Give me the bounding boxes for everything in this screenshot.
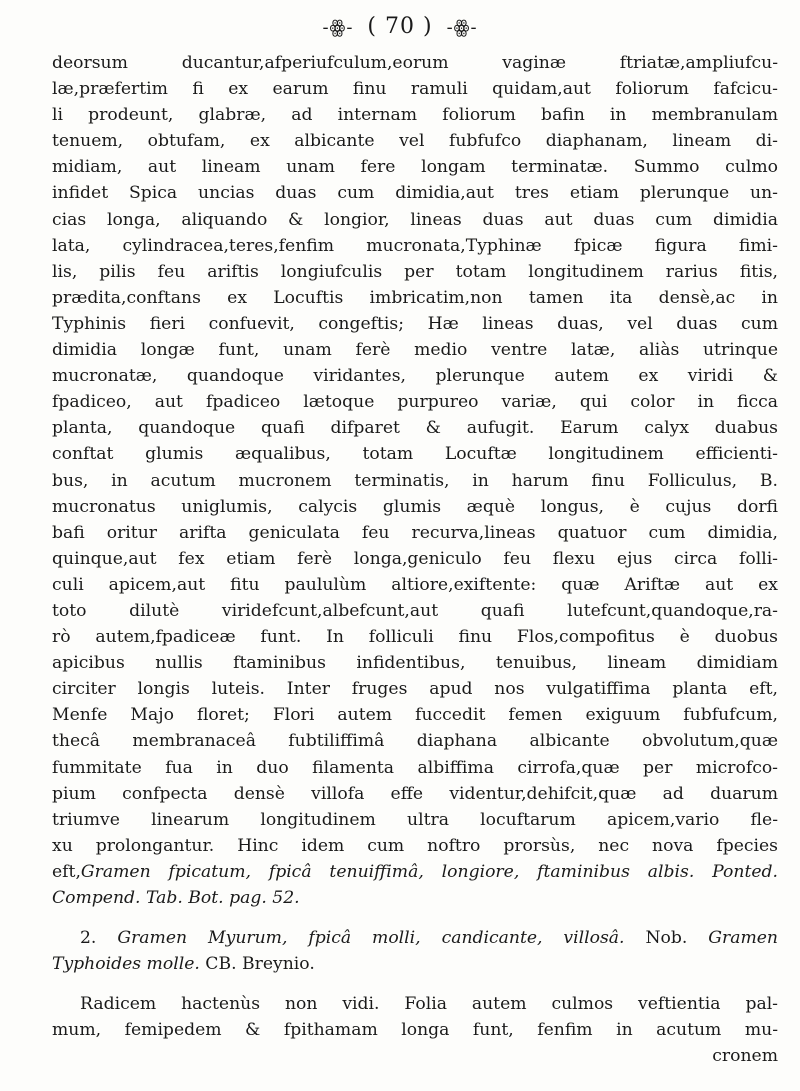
text-line: circiter longis luteis. Inter fruges apud nos vulgatiffima planta eft, — [52, 679, 778, 700]
text-line: quinque,aut fex etiam ferè longa,geniculo feu flexu ejus circa folli- — [52, 548, 778, 569]
text-line: bus, in acutum mucronem terminatis, in harum finu Folliculus, B. — [52, 470, 778, 491]
text-line: Typhinis fieri confuevit, congeftis; Hæ lineas duas, vel duas cum — [52, 313, 778, 334]
text-line: Menfe Majo floret; Flori autem fuccedit femen exiguum fubfufcum, — [52, 705, 778, 726]
text-line: fpadiceo, aut fpadiceo lætoque purpureo variæ, qui color in ficca — [52, 392, 778, 413]
text-line: fummitate fua in duo filamenta albiffima cirrofa,quæ per microfco- — [52, 757, 778, 778]
text-line-citation-end — [52, 885, 778, 911]
citation-reference: Compend. Tab. Bot. pag. 52. — [52, 888, 300, 908]
text-line: tenuem, obtufam, ex albicante vel fubfufco diaphanam, lineam di- — [52, 131, 778, 152]
text-line: xu prolongantur. Hinc idem cum noftro prorsùs, nec nova fpecies — [52, 835, 778, 856]
text-line: culi apicem,aut fitu paululùm altiore,exiftente: quæ Ariftæ aut ex — [52, 574, 778, 595]
species-entry-synonym — [52, 951, 778, 977]
paragraph-spacer — [52, 911, 778, 925]
text-line-citation — [52, 859, 778, 885]
page-header — [0, 14, 800, 39]
text-line: prædita,conftans ex Locuftis imbricatim,non tamen ita densè,ac in — [52, 287, 778, 308]
text-line: cias longa, aliquando & longior, lineas duas aut duas cum dimidia — [52, 209, 778, 230]
text-line: rò autem,fpadiceæ funt. In folliculi finu Flos,compofitus è duobus — [52, 627, 778, 648]
species-citation: CB. Breynio. — [205, 954, 315, 975]
text-line: læ,præfertim fi ex earum finu ramuli quidam,aut foliorum fafcicu- — [52, 79, 778, 100]
text-line: midiam, aut lineam unam fere longam terminatæ. Summo culmo — [52, 157, 778, 178]
text-line: bafi oritur arifta geniculata feu recurva,lineas quatuor cum dimidia, — [52, 522, 778, 543]
species-entry-heading — [52, 925, 778, 951]
text-line: toto dilutè viridefcunt,albefcunt,aut quafi lutefcunt,quandoque,ra- — [52, 600, 778, 621]
species-synonym-end: Typhoides molle. — [52, 954, 200, 975]
text-line: planta, quandoque quafi difparet & aufugit. Earum calyx duabus — [52, 418, 778, 439]
text-line: conftat glumis æqualibus, totam Locuftæ longitudinem efficienti- — [52, 444, 778, 465]
species-synonym-start: Gramen — [708, 928, 778, 949]
text-line: thecâ membranaceâ fubtiliffimâ diaphana albicante obvolutum,quæ — [52, 731, 778, 752]
text-line: lata, cylindracea,teres,fenfim mucronata,Typhinæ fpicæ figura fimi- — [52, 235, 778, 256]
text-line: dimidia longæ funt, unam ferè medio ventre latæ, aliàs utrinque — [52, 340, 778, 361]
text-line: apicibus nullis ftaminibus infidentibus, tenuibus, lineam dimidiam — [52, 653, 778, 674]
text-line: triumve linearum longitudinem ultra locuftarum apicem,vario fle- — [52, 809, 778, 830]
text-line: mucronatæ, quandoque viridantes, plerunque autem ex viridi & — [52, 366, 778, 387]
text-line: li prodeunt, glabræ, ad internam foliorum bafin in membranulam — [52, 105, 778, 126]
text-line: deorsum ducantur,afperiufculum,eorum vaginæ ftriatæ,ampliufcu- — [52, 53, 778, 73]
text-line: Radicem hactenùs non vidi. Folia autem culmos veftientia pal- — [80, 994, 778, 1015]
paragraph-spacer — [52, 977, 778, 991]
species-name: Gramen Myurum, fpicâ molli, candicante, villosâ. — [117, 928, 625, 949]
text-line: lis, pilis feu ariftis longiufculis per totam longitudinem rarius fitis, — [52, 261, 778, 282]
text-line: mucronatus uniglumis, calycis glumis æquè longus, è cujus dorfi — [52, 496, 778, 517]
species-number: 2. — [80, 928, 97, 949]
text-line: pium confpecta densè villofa effe videntur,dehifcit,quæ ad duarum — [52, 783, 778, 804]
text-line: infidet Spica uncias duas cum dimidia,aut tres etiam plerunque un- — [52, 183, 778, 204]
ornament-left-icon: -ꙮ- — [322, 16, 354, 38]
catchword: cronem — [712, 1046, 778, 1067]
main-text — [52, 50, 778, 1070]
species-authority: Nob. — [645, 928, 688, 949]
citation-synonym: Gramen fpicatum, fpicâ tenuiffimâ, longiore, ftaminibus albis. Ponted. — [80, 861, 778, 882]
text-line: mum, femipedem & fpithamam longa funt, fenfim in acutum mu- — [52, 1020, 778, 1041]
citation-prefix: eft, — [52, 861, 81, 882]
page-number: ( 70 ) — [367, 14, 433, 39]
ornament-right-icon: -ꙮ- — [446, 16, 478, 38]
